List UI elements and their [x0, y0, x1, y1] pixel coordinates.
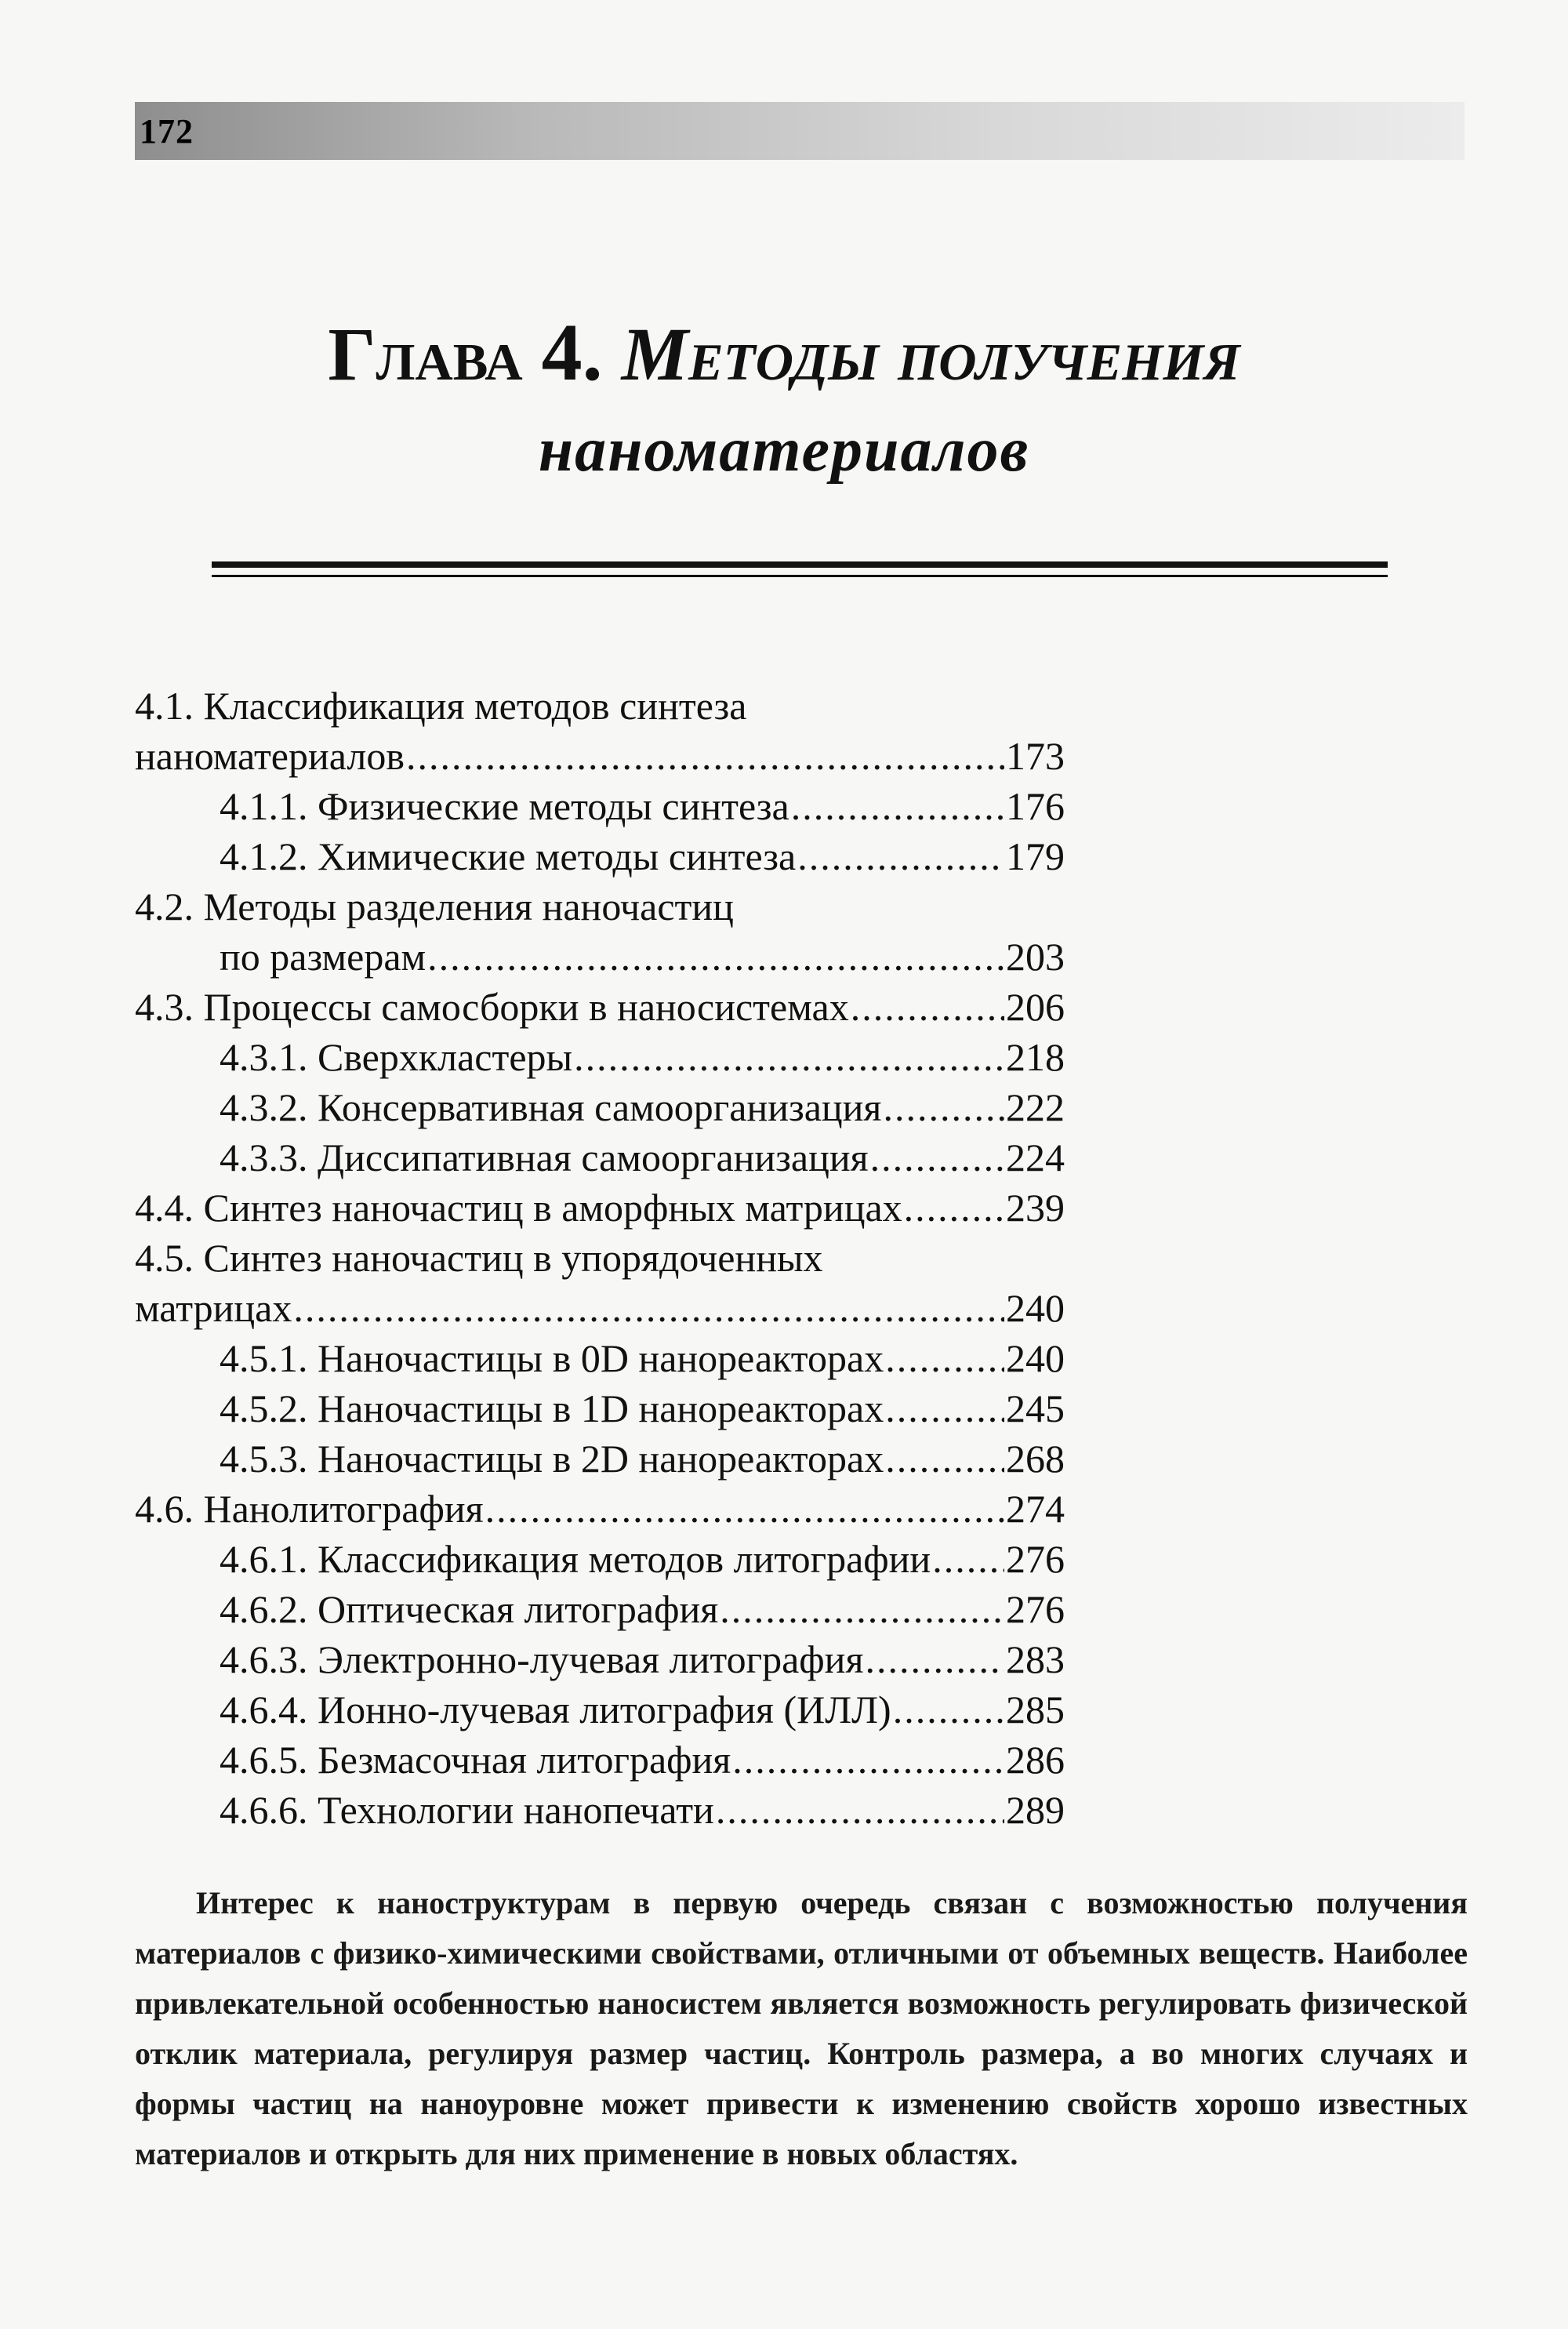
toc-entry-page: 173 — [1006, 734, 1065, 778]
toc-entry — [135, 1534, 1065, 1584]
toc-entry-title-cont: по размерам — [220, 935, 426, 979]
toc-leader-dots — [716, 1785, 1004, 1835]
title-rule-thick — [212, 561, 1388, 568]
toc-entry-page: 240 — [1006, 1336, 1065, 1380]
toc-entry-title: 4.5.2. Наночастицы в 1D нанореакторах — [220, 1386, 884, 1430]
toc-entry — [135, 1785, 1065, 1835]
toc-entry — [135, 1032, 1065, 1082]
toc-entry-title: 4.3.1. Сверхкластеры — [220, 1035, 573, 1079]
toc-entry-title: 4.3.2. Консервативная самоорганизация — [220, 1085, 882, 1129]
toc-entry — [135, 1233, 1065, 1333]
table-of-contents — [135, 681, 1065, 1835]
toc-entry-page: 206 — [1006, 985, 1065, 1029]
toc-leader-dots — [870, 1132, 1004, 1183]
toc-entry-page: 274 — [1006, 1487, 1065, 1531]
toc-entry-title: 4.3.3. Диссипативная самоорганизация — [220, 1135, 869, 1179]
toc-leader-dots — [293, 1283, 1004, 1333]
toc-entry-title: 4.1. Классификация методов синтеза — [135, 684, 747, 728]
toc-entry — [135, 1684, 1065, 1735]
toc-entry-page: 240 — [1006, 1286, 1065, 1330]
toc-leader-dots — [797, 831, 1004, 881]
toc-leader-dots — [883, 1082, 1004, 1132]
chapter-title-line2: наноматериалов — [538, 415, 1030, 485]
page-number: 172 — [140, 112, 194, 151]
toc-entry-page: 286 — [1006, 1738, 1065, 1782]
title-rule-thin — [212, 575, 1388, 577]
toc-entry — [135, 881, 1065, 982]
toc-leader-dots — [732, 1735, 1004, 1785]
toc-entry-page: 179 — [1006, 834, 1065, 878]
toc-entry-page: 203 — [1006, 935, 1065, 979]
toc-entry-title: 4.6.2. Оптическая литография — [220, 1587, 719, 1631]
toc-entry-page: 268 — [1006, 1437, 1065, 1481]
toc-entry-title: 4.6.5. Безмасочная литография — [220, 1738, 731, 1782]
toc-leader-dots — [865, 1634, 1004, 1684]
toc-entry-title: 4.3. Процессы самосборки в наносистемах — [135, 985, 849, 1029]
toc-entry — [135, 681, 1065, 781]
toc-entry-title-cont: наноматериалов — [135, 734, 405, 778]
toc-leader-dots — [885, 1433, 1004, 1484]
toc-leader-dots — [885, 1333, 1004, 1383]
toc-entry-title: 4.1.2. Химические методы синтеза — [220, 834, 797, 878]
toc-leader-dots — [406, 731, 1004, 781]
toc-entry — [135, 1433, 1065, 1484]
toc-entry-title: 4.5. Синтез наночастиц в упорядоченных — [135, 1236, 823, 1280]
toc-entry-title: 4.5.3. Наночастицы в 2D нанореакторах — [220, 1437, 884, 1481]
toc-entry-page: 276 — [1006, 1537, 1065, 1581]
toc-entry-title: 4.2. Методы разделения наночастиц — [135, 885, 734, 928]
toc-entry-page: 276 — [1006, 1587, 1065, 1631]
toc-entry-page: 283 — [1006, 1637, 1065, 1681]
toc-entry-title: 4.6.3. Электронно-лучевая литография — [220, 1637, 864, 1681]
toc-entry — [135, 781, 1065, 831]
toc-leader-dots — [427, 932, 1004, 982]
toc-entry-title: 4.1.1. Физические методы синтеза — [220, 784, 789, 828]
toc-entry — [135, 1183, 1065, 1233]
toc-entry-page: 239 — [1006, 1186, 1065, 1230]
toc-entry-title: 4.6. Нанолитография — [135, 1487, 484, 1531]
toc-entry-title: 4.4. Синтез наночастиц в аморфных матрицах — [135, 1186, 902, 1230]
toc-entry — [135, 1634, 1065, 1684]
toc-entry-title: 4.6.6. Технологии нанопечати — [220, 1788, 714, 1832]
toc-entry-page: 218 — [1006, 1035, 1065, 1079]
toc-entry-page: 245 — [1006, 1386, 1065, 1430]
toc-leader-dots — [720, 1584, 1004, 1634]
toc-leader-dots — [904, 1183, 1004, 1233]
toc-entry-page: 176 — [1006, 784, 1065, 828]
toc-entry — [135, 831, 1065, 881]
toc-leader-dots — [851, 982, 1004, 1032]
intro-paragraph: Интерес к наноструктурам в первую очередь связан с возможностью получения материалов с физико-химическими свойствами, отличными от объемных веществ. Наиболее привлекательной особенностью наносистем является возможность регулировать физической отклик материала, регулируя размер частиц. Контроль размера, а во многих случаях и формы частиц на наноуровне может привести к изменению свойств хорошо известных материалов и открыть для них применение в новых областях. — [135, 1885, 1468, 2171]
toc-entry — [135, 1383, 1065, 1433]
page-header-bar — [135, 102, 1465, 160]
toc-entry — [135, 1735, 1065, 1785]
toc-leader-dots — [885, 1383, 1004, 1433]
toc-entry — [135, 1584, 1065, 1634]
toc-entry-title: 4.6.1. Классификация методов литографии — [220, 1537, 931, 1581]
toc-leader-dots — [574, 1032, 1004, 1082]
toc-leader-dots — [932, 1534, 1004, 1584]
toc-entry — [135, 1484, 1065, 1534]
chapter-title — [0, 306, 1568, 486]
toc-leader-dots — [791, 781, 1004, 831]
toc-entry — [135, 1082, 1065, 1132]
toc-entry-title: 4.5.1. Наночастицы в 0D нанореакторах — [220, 1336, 884, 1380]
chapter-title-lead: Глава — [328, 312, 523, 396]
toc-entry — [135, 1333, 1065, 1383]
toc-entry — [135, 1132, 1065, 1183]
toc-leader-dots — [485, 1484, 1004, 1534]
toc-leader-dots — [893, 1684, 1004, 1735]
toc-entry-title: 4.6.4. Ионно-лучевая литография (ИЛЛ) — [220, 1688, 891, 1731]
toc-entry-page: 224 — [1006, 1135, 1065, 1179]
toc-entry-page: 289 — [1006, 1788, 1065, 1832]
toc-entry — [135, 982, 1065, 1032]
chapter-title-tail: Методы получения — [621, 312, 1240, 396]
toc-entry-page: 222 — [1006, 1085, 1065, 1129]
toc-entry-title-cont: матрицах — [135, 1286, 292, 1330]
toc-entry-page: 285 — [1006, 1688, 1065, 1731]
chapter-title-line1 — [0, 306, 1568, 400]
chapter-number: 4. — [541, 307, 603, 398]
